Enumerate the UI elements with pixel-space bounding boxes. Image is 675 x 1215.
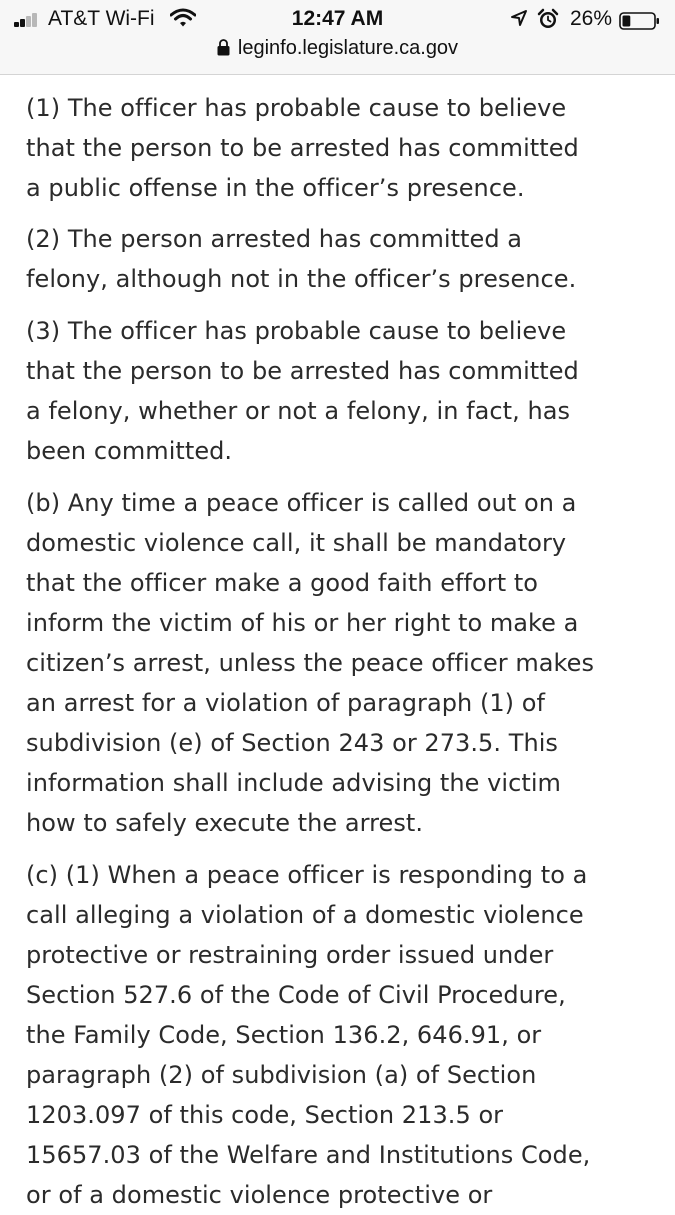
paragraph-line: (3) The officer has probable cause to believe xyxy=(26,317,567,345)
paragraph-line: call alleging a violation of a domestic violence xyxy=(26,901,584,929)
paragraph-line: a felony, whether or not a felony, in fact, has xyxy=(26,397,571,425)
paragraph-line: that the person to be arrested has committed xyxy=(26,134,579,162)
paragraph-line: a public offense in the officer’s presence. xyxy=(26,174,525,202)
paragraph-line: protective or restraining order issued under xyxy=(26,941,554,969)
statute-paragraph xyxy=(26,219,666,299)
statute-text xyxy=(26,75,666,1215)
paragraph-line: felony, although not in the officer’s presence. xyxy=(26,265,577,293)
paragraph-line: that the person to be arrested has committed xyxy=(26,357,579,385)
paragraph-line: been committed. xyxy=(26,437,233,465)
statute-paragraph xyxy=(26,88,666,208)
paragraph-line: information shall include advising the victim xyxy=(26,769,561,797)
paragraph-line: 1203.097 of this code, Section 213.5 or xyxy=(26,1101,504,1129)
paragraph-line: subdivision (e) of Section 243 or 273.5. This xyxy=(26,729,558,757)
statute-paragraph xyxy=(26,855,666,1215)
url-text[interactable]: leginfo.legislature.ca.gov xyxy=(237,37,459,59)
paragraph-line: (c) (1) When a peace officer is responding to a xyxy=(26,861,588,889)
paragraph-line: an arrest for a violation of paragraph (1) of xyxy=(26,689,546,717)
status-row xyxy=(0,5,675,33)
carrier-label: AT&T Wi-Fi xyxy=(48,7,155,30)
paragraph-line: (2) The person arrested has committed a xyxy=(26,225,523,253)
battery-icon xyxy=(619,12,659,29)
paragraph-line: the Family Code, Section 136.2, 646.91, or xyxy=(26,1021,542,1049)
statute-paragraph xyxy=(26,483,666,843)
paragraph-line: that the officer make a good faith effort to xyxy=(26,569,539,597)
paragraph-line: or of a domestic violence protective or xyxy=(26,1181,493,1209)
paragraph-line: (1) The officer has probable cause to believe xyxy=(26,94,567,122)
paragraph-line: how to safely execute the arrest. xyxy=(26,809,424,837)
paragraph-line: 15657.03 of the Welfare and Institutions Code, xyxy=(26,1141,591,1169)
lock-icon xyxy=(217,39,230,62)
clock-time: 12:47 AM xyxy=(291,7,384,30)
browser-status-bar xyxy=(0,0,675,75)
paragraph-line: (b) Any time a peace officer is called out on a xyxy=(26,489,577,517)
paragraph-line: inform the victim of his or her right to make a xyxy=(26,609,579,637)
paragraph-line: paragraph (2) of subdivision (a) of Section xyxy=(26,1061,537,1089)
statute-paragraph xyxy=(26,311,666,471)
paragraph-line: Section 527.6 of the Code of Civil Procedure, xyxy=(26,981,566,1009)
address-bar[interactable] xyxy=(0,37,675,65)
location-arrow-icon xyxy=(510,9,528,33)
paragraph-line: domestic violence call, it shall be mandatory xyxy=(26,529,567,557)
paragraph-line: citizen’s arrest, unless the peace officer makes xyxy=(26,649,595,677)
alarm-clock-icon xyxy=(537,8,559,36)
battery-percentage: 26% xyxy=(570,7,613,30)
